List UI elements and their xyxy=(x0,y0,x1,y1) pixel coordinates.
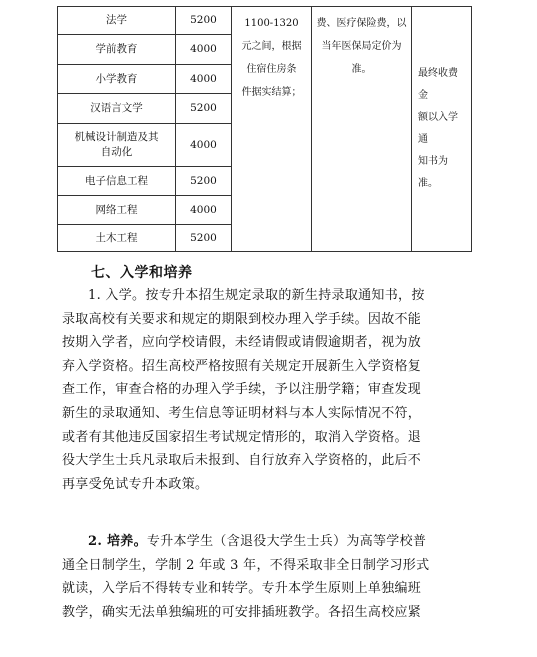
major-cell: 土木工程 xyxy=(58,225,176,252)
paragraph-first-line xyxy=(62,530,476,554)
accommodation-line: 件据实结算； xyxy=(241,87,302,98)
fee-cell: 5200 xyxy=(176,225,232,252)
fee-cell: 5200 xyxy=(176,167,232,196)
fee-cell: 5200 xyxy=(176,7,232,35)
paragraph-lead: 2. 培养。 xyxy=(88,534,147,549)
note-line: 知书为准。 xyxy=(418,156,448,189)
other-fee-line: 准。 xyxy=(351,64,372,75)
paragraph-line: 1. 入学。按专升本招生规定录取的新生持录取通知书，按 xyxy=(88,288,425,303)
accommodation-line: 住宿住房条 xyxy=(246,64,297,75)
major-line: 自动化 xyxy=(100,146,133,158)
paragraph-line: 弃入学资格。招生高校严格按照有关规定开展新生入学资格复 xyxy=(62,358,422,374)
paragraph-line: 按期入学者，应向学校请假，未经请假或请假逾期者，视为放 xyxy=(62,335,422,351)
major-cell: 网络工程 xyxy=(58,196,176,225)
note-line: 最终收费金 xyxy=(418,68,458,101)
note-line: 额以入学通 xyxy=(418,112,458,145)
fee-cell: 4000 xyxy=(176,124,232,167)
fee-cell: 5200 xyxy=(176,94,232,124)
other-fee-line: 当年医保局定价为 xyxy=(321,41,402,52)
other-fee-line: 费、医疗保险费，以 xyxy=(316,18,407,29)
paragraph-line: 教学，确实无法单独编班的可安排插班教学。各招生高校应紧 xyxy=(62,604,422,620)
table-row xyxy=(58,7,472,35)
paragraph-line: 就读，入学后不得转专业和转学。专升本学生原则上单独编班 xyxy=(62,581,422,597)
fee-table xyxy=(57,6,472,252)
major-cell xyxy=(58,124,176,167)
paragraph-line: 录取高校有关要求和规定的期限到校办理入学手续。因故不能 xyxy=(62,311,422,327)
major-cell: 小学教育 xyxy=(58,65,176,94)
major-line: 机械设计制造及其 xyxy=(74,131,159,143)
major-cell: 汉语言文学 xyxy=(58,94,176,124)
section-heading: 七、入学和培养 xyxy=(91,265,193,281)
fee-cell: 4000 xyxy=(176,196,232,225)
paragraph-line: 新生的录取通知、考生信息等证明材料与本人实际情况不符， xyxy=(62,405,422,421)
paragraph-line: 役大学生士兵凡录取后未报到、自行放弃入学资格的，此后不 xyxy=(62,453,422,469)
paragraph-enrollment xyxy=(62,284,476,496)
major-cell: 法学 xyxy=(58,7,176,35)
fee-cell: 4000 xyxy=(176,65,232,94)
paragraph-line: 再享受免试专升本政策。 xyxy=(62,476,209,492)
paragraph-training xyxy=(62,530,476,624)
paragraph-line: 通全日制学生，学制 2 年或 3 年，不得采取非全日制学习形式 xyxy=(62,557,430,573)
fee-cell: 4000 xyxy=(176,35,232,65)
paragraph-line: 查工作，审查合格的办理入学手续，予以注册学籍；审查发现 xyxy=(62,382,422,398)
paragraph-line: 或者有其他违反国家招生考试规定情形的，取消入学资格。退 xyxy=(62,429,422,445)
major-cell: 学前教育 xyxy=(58,35,176,65)
accommodation-line: 1100-1320 xyxy=(244,18,299,29)
accommodation-fee-cell xyxy=(232,7,312,252)
accommodation-line: 元之间，根据 xyxy=(241,41,302,52)
paragraph-first-rest: 专升本学生（含退役大学生士兵）为高等学校普 xyxy=(146,534,427,549)
other-fee-cell xyxy=(312,7,412,252)
note-cell xyxy=(412,7,472,252)
major-cell: 电子信息工程 xyxy=(58,167,176,196)
